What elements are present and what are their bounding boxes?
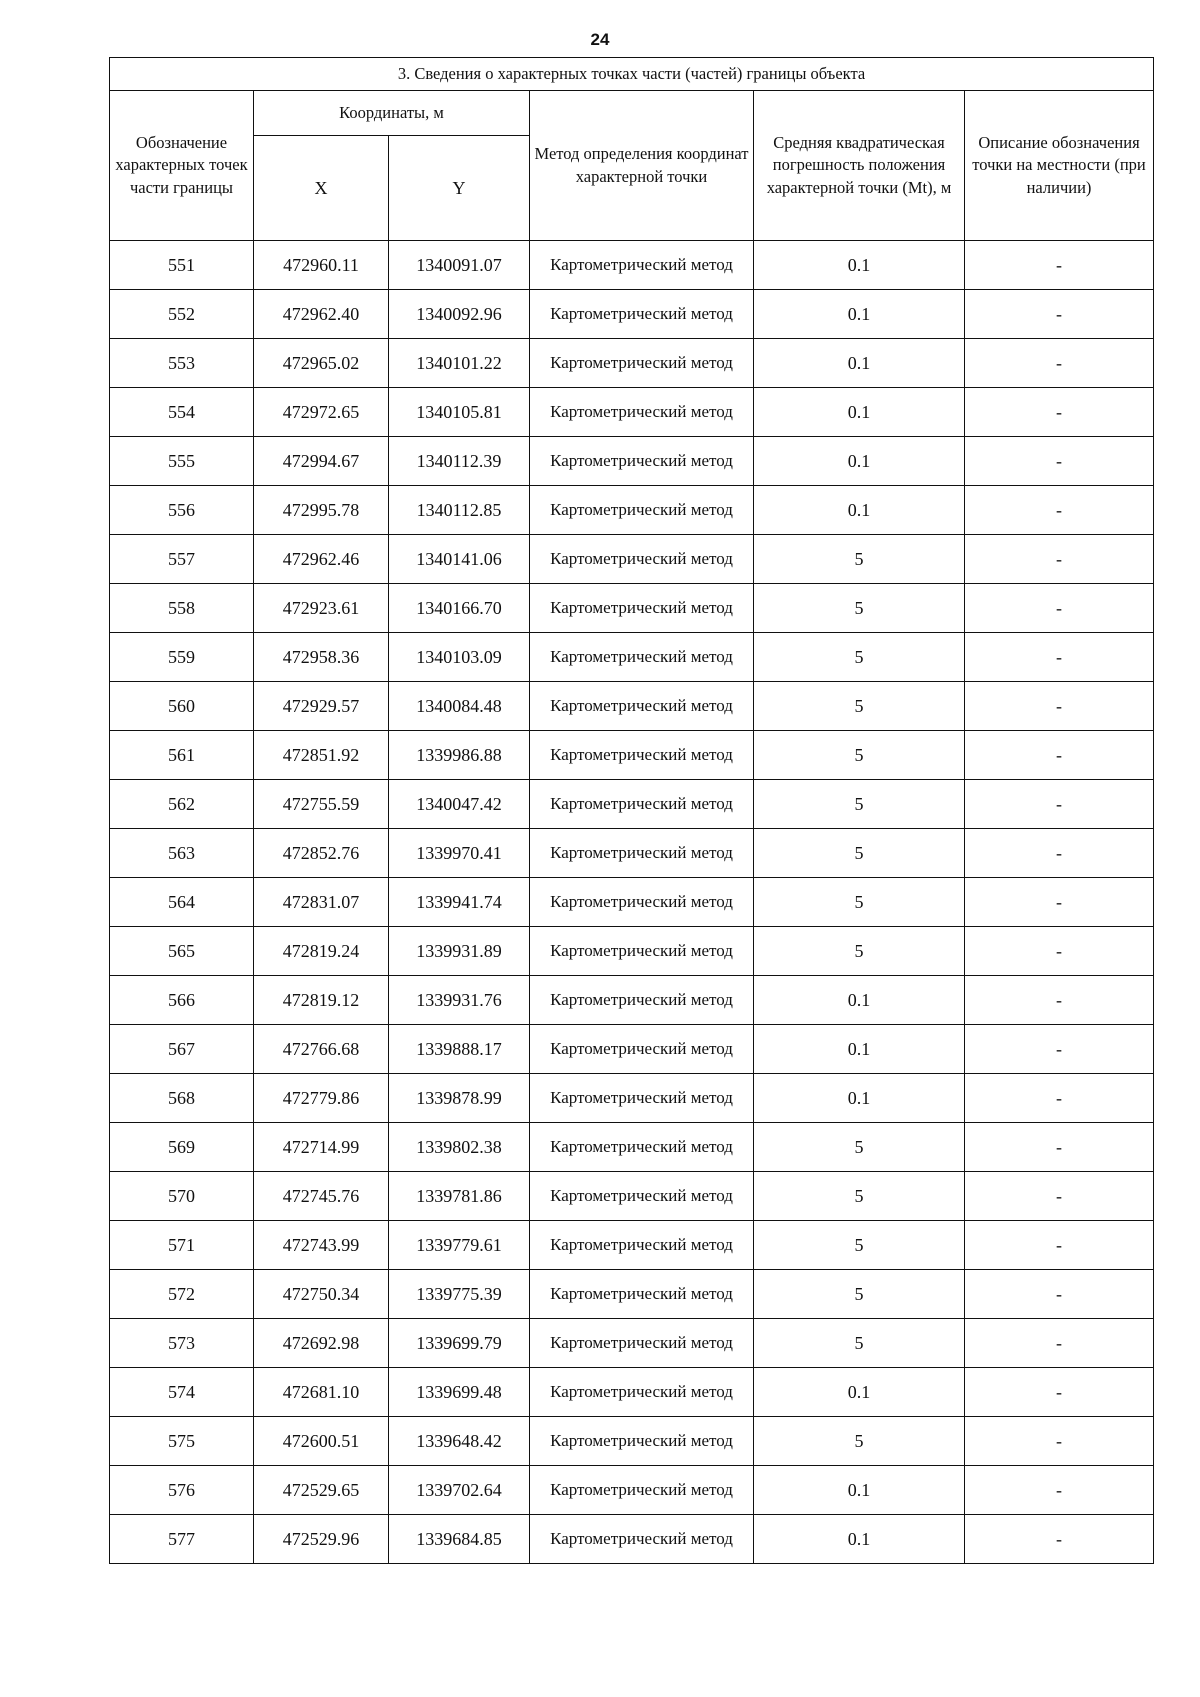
y-cell: 1339648.42 xyxy=(389,1417,530,1466)
method-cell: Картометрический метод xyxy=(530,1123,754,1172)
method-cell: Картометрический метод xyxy=(530,486,754,535)
description-cell: - xyxy=(965,976,1154,1025)
y-cell: 1340141.06 xyxy=(389,535,530,584)
y-cell: 1339775.39 xyxy=(389,1270,530,1319)
description-cell: - xyxy=(965,829,1154,878)
table-row xyxy=(110,682,1154,731)
x-cell: 472819.12 xyxy=(254,976,389,1025)
mean-error-cell: 5 xyxy=(754,1123,965,1172)
mean-error-cell: 0.1 xyxy=(754,486,965,535)
method-cell: Картометрический метод xyxy=(530,535,754,584)
point-cell: 565 xyxy=(110,927,254,976)
table-title: 3. Сведения о характерных точках части (частей) границы объекта xyxy=(110,58,1154,91)
mean-error-cell: 5 xyxy=(754,682,965,731)
mean-error-cell: 5 xyxy=(754,780,965,829)
x-cell: 472529.96 xyxy=(254,1515,389,1564)
description-cell: - xyxy=(965,1221,1154,1270)
mean-error-cell: 0.1 xyxy=(754,241,965,290)
x-cell: 472779.86 xyxy=(254,1074,389,1123)
boundary-points-table xyxy=(109,57,1154,1564)
y-cell: 1339699.48 xyxy=(389,1368,530,1417)
table-row xyxy=(110,976,1154,1025)
table-row xyxy=(110,1221,1154,1270)
description-cell: - xyxy=(965,1319,1154,1368)
x-cell: 472923.61 xyxy=(254,584,389,633)
point-cell: 574 xyxy=(110,1368,254,1417)
point-cell: 572 xyxy=(110,1270,254,1319)
y-cell: 1339802.38 xyxy=(389,1123,530,1172)
description-cell: - xyxy=(965,584,1154,633)
method-cell: Картометрический метод xyxy=(530,731,754,780)
y-cell: 1339970.41 xyxy=(389,829,530,878)
method-cell: Картометрический метод xyxy=(530,633,754,682)
x-cell: 472750.34 xyxy=(254,1270,389,1319)
table-row xyxy=(110,388,1154,437)
y-cell: 1339781.86 xyxy=(389,1172,530,1221)
mean-error-cell: 5 xyxy=(754,633,965,682)
description-cell: - xyxy=(965,927,1154,976)
point-cell: 556 xyxy=(110,486,254,535)
table-row xyxy=(110,437,1154,486)
header-method: Метод определения координат характерной точки xyxy=(530,91,754,241)
table-row xyxy=(110,829,1154,878)
point-cell: 568 xyxy=(110,1074,254,1123)
description-cell: - xyxy=(965,486,1154,535)
description-cell: - xyxy=(965,731,1154,780)
description-cell: - xyxy=(965,1417,1154,1466)
point-cell: 553 xyxy=(110,339,254,388)
point-cell: 560 xyxy=(110,682,254,731)
method-cell: Картометрический метод xyxy=(530,682,754,731)
table-row xyxy=(110,290,1154,339)
mean-error-cell: 0.1 xyxy=(754,1466,965,1515)
x-cell: 472755.59 xyxy=(254,780,389,829)
point-cell: 552 xyxy=(110,290,254,339)
method-cell: Картометрический метод xyxy=(530,927,754,976)
mean-error-cell: 0.1 xyxy=(754,290,965,339)
y-cell: 1340092.96 xyxy=(389,290,530,339)
point-cell: 567 xyxy=(110,1025,254,1074)
table-row xyxy=(110,1123,1154,1172)
description-cell: - xyxy=(965,1368,1154,1417)
table-row xyxy=(110,1270,1154,1319)
table-row xyxy=(110,535,1154,584)
y-cell: 1340166.70 xyxy=(389,584,530,633)
x-cell: 472600.51 xyxy=(254,1417,389,1466)
mean-error-cell: 5 xyxy=(754,1417,965,1466)
method-cell: Картометрический метод xyxy=(530,584,754,633)
table-row xyxy=(110,339,1154,388)
method-cell: Картометрический метод xyxy=(530,437,754,486)
x-cell: 472819.24 xyxy=(254,927,389,976)
x-cell: 472692.98 xyxy=(254,1319,389,1368)
method-cell: Картометрический метод xyxy=(530,1025,754,1074)
table-row xyxy=(110,731,1154,780)
x-cell: 472960.11 xyxy=(254,241,389,290)
table-row xyxy=(110,1074,1154,1123)
description-cell: - xyxy=(965,339,1154,388)
method-cell: Картометрический метод xyxy=(530,1515,754,1564)
point-cell: 575 xyxy=(110,1417,254,1466)
mean-error-cell: 5 xyxy=(754,584,965,633)
x-cell: 472743.99 xyxy=(254,1221,389,1270)
point-cell: 554 xyxy=(110,388,254,437)
header-description: Описание обозначения точки на местности (при наличии) xyxy=(965,91,1154,241)
y-cell: 1340112.39 xyxy=(389,437,530,486)
x-cell: 472529.65 xyxy=(254,1466,389,1515)
y-cell: 1339986.88 xyxy=(389,731,530,780)
x-cell: 472994.67 xyxy=(254,437,389,486)
x-cell: 472851.92 xyxy=(254,731,389,780)
table-row xyxy=(110,1368,1154,1417)
mean-error-cell: 0.1 xyxy=(754,1025,965,1074)
method-cell: Картометрический метод xyxy=(530,976,754,1025)
header-point-designation: Обозначение характерных точек части границы xyxy=(110,91,254,241)
table-row xyxy=(110,780,1154,829)
description-cell: - xyxy=(965,780,1154,829)
x-cell: 472962.40 xyxy=(254,290,389,339)
y-cell: 1340101.22 xyxy=(389,339,530,388)
x-cell: 472995.78 xyxy=(254,486,389,535)
table-row xyxy=(110,633,1154,682)
point-cell: 559 xyxy=(110,633,254,682)
x-cell: 472714.99 xyxy=(254,1123,389,1172)
mean-error-cell: 5 xyxy=(754,1221,965,1270)
method-cell: Картометрический метод xyxy=(530,339,754,388)
header-y: Y xyxy=(389,136,530,241)
mean-error-cell: 5 xyxy=(754,927,965,976)
mean-error-cell: 5 xyxy=(754,878,965,927)
y-cell: 1339941.74 xyxy=(389,878,530,927)
method-cell: Картометрический метод xyxy=(530,1417,754,1466)
y-cell: 1339878.99 xyxy=(389,1074,530,1123)
point-cell: 571 xyxy=(110,1221,254,1270)
point-cell: 555 xyxy=(110,437,254,486)
point-cell: 557 xyxy=(110,535,254,584)
method-cell: Картометрический метод xyxy=(530,878,754,927)
description-cell: - xyxy=(965,1270,1154,1319)
y-cell: 1340103.09 xyxy=(389,633,530,682)
point-cell: 561 xyxy=(110,731,254,780)
table-row xyxy=(110,1515,1154,1564)
x-cell: 472681.10 xyxy=(254,1368,389,1417)
description-cell: - xyxy=(965,437,1154,486)
point-cell: 563 xyxy=(110,829,254,878)
mean-error-cell: 0.1 xyxy=(754,339,965,388)
description-cell: - xyxy=(965,241,1154,290)
mean-error-cell: 5 xyxy=(754,731,965,780)
mean-error-cell: 5 xyxy=(754,829,965,878)
y-cell: 1339779.61 xyxy=(389,1221,530,1270)
x-cell: 472965.02 xyxy=(254,339,389,388)
point-cell: 551 xyxy=(110,241,254,290)
mean-error-cell: 5 xyxy=(754,535,965,584)
point-cell: 570 xyxy=(110,1172,254,1221)
description-cell: - xyxy=(965,1025,1154,1074)
y-cell: 1339931.76 xyxy=(389,976,530,1025)
y-cell: 1339684.85 xyxy=(389,1515,530,1564)
mean-error-cell: 0.1 xyxy=(754,1515,965,1564)
table-row xyxy=(110,1417,1154,1466)
table-row xyxy=(110,1466,1154,1515)
method-cell: Картометрический метод xyxy=(530,1221,754,1270)
x-cell: 472929.57 xyxy=(254,682,389,731)
y-cell: 1339702.64 xyxy=(389,1466,530,1515)
y-cell: 1340084.48 xyxy=(389,682,530,731)
description-cell: - xyxy=(965,1123,1154,1172)
method-cell: Картометрический метод xyxy=(530,290,754,339)
header-coordinates: Координаты, м xyxy=(254,91,530,136)
page-number: 24 xyxy=(590,30,610,49)
method-cell: Картометрический метод xyxy=(530,829,754,878)
description-cell: - xyxy=(965,1074,1154,1123)
x-cell: 472831.07 xyxy=(254,878,389,927)
description-cell: - xyxy=(965,1172,1154,1221)
method-cell: Картометрический метод xyxy=(530,1074,754,1123)
y-cell: 1340112.85 xyxy=(389,486,530,535)
table-row xyxy=(110,1319,1154,1368)
method-cell: Картометрический метод xyxy=(530,1270,754,1319)
table-row xyxy=(110,486,1154,535)
point-cell: 569 xyxy=(110,1123,254,1172)
y-cell: 1340091.07 xyxy=(389,241,530,290)
table-row xyxy=(110,927,1154,976)
mean-error-cell: 0.1 xyxy=(754,1074,965,1123)
point-cell: 558 xyxy=(110,584,254,633)
table-row xyxy=(110,1025,1154,1074)
method-cell: Картометрический метод xyxy=(530,1466,754,1515)
mean-error-cell: 5 xyxy=(754,1319,965,1368)
description-cell: - xyxy=(965,388,1154,437)
method-cell: Картометрический метод xyxy=(530,1368,754,1417)
x-cell: 472852.76 xyxy=(254,829,389,878)
method-cell: Картометрический метод xyxy=(530,388,754,437)
table-row xyxy=(110,241,1154,290)
y-cell: 1339931.89 xyxy=(389,927,530,976)
point-cell: 562 xyxy=(110,780,254,829)
y-cell: 1340047.42 xyxy=(389,780,530,829)
point-cell: 566 xyxy=(110,976,254,1025)
mean-error-cell: 0.1 xyxy=(754,1368,965,1417)
x-cell: 472745.76 xyxy=(254,1172,389,1221)
description-cell: - xyxy=(965,1466,1154,1515)
method-cell: Картометрический метод xyxy=(530,1172,754,1221)
mean-error-cell: 5 xyxy=(754,1172,965,1221)
table-row xyxy=(110,878,1154,927)
description-cell: - xyxy=(965,290,1154,339)
point-cell: 576 xyxy=(110,1466,254,1515)
y-cell: 1339699.79 xyxy=(389,1319,530,1368)
x-cell: 472972.65 xyxy=(254,388,389,437)
method-cell: Картометрический метод xyxy=(530,780,754,829)
point-cell: 564 xyxy=(110,878,254,927)
mean-error-cell: 5 xyxy=(754,1270,965,1319)
mean-error-cell: 0.1 xyxy=(754,976,965,1025)
method-cell: Картометрический метод xyxy=(530,1319,754,1368)
method-cell: Картометрический метод xyxy=(530,241,754,290)
x-cell: 472962.46 xyxy=(254,535,389,584)
x-cell: 472958.36 xyxy=(254,633,389,682)
point-cell: 573 xyxy=(110,1319,254,1368)
description-cell: - xyxy=(965,535,1154,584)
description-cell: - xyxy=(965,1515,1154,1564)
description-cell: - xyxy=(965,682,1154,731)
header-mean-error: Средняя квадратическая погрешность положения характерной точки (Mt), м xyxy=(754,91,965,241)
mean-error-cell: 0.1 xyxy=(754,437,965,486)
mean-error-cell: 0.1 xyxy=(754,388,965,437)
header-x: X xyxy=(254,136,389,241)
description-cell: - xyxy=(965,633,1154,682)
x-cell: 472766.68 xyxy=(254,1025,389,1074)
description-cell: - xyxy=(965,878,1154,927)
table-row xyxy=(110,584,1154,633)
table-row xyxy=(110,1172,1154,1221)
point-cell: 577 xyxy=(110,1515,254,1564)
y-cell: 1339888.17 xyxy=(389,1025,530,1074)
y-cell: 1340105.81 xyxy=(389,388,530,437)
